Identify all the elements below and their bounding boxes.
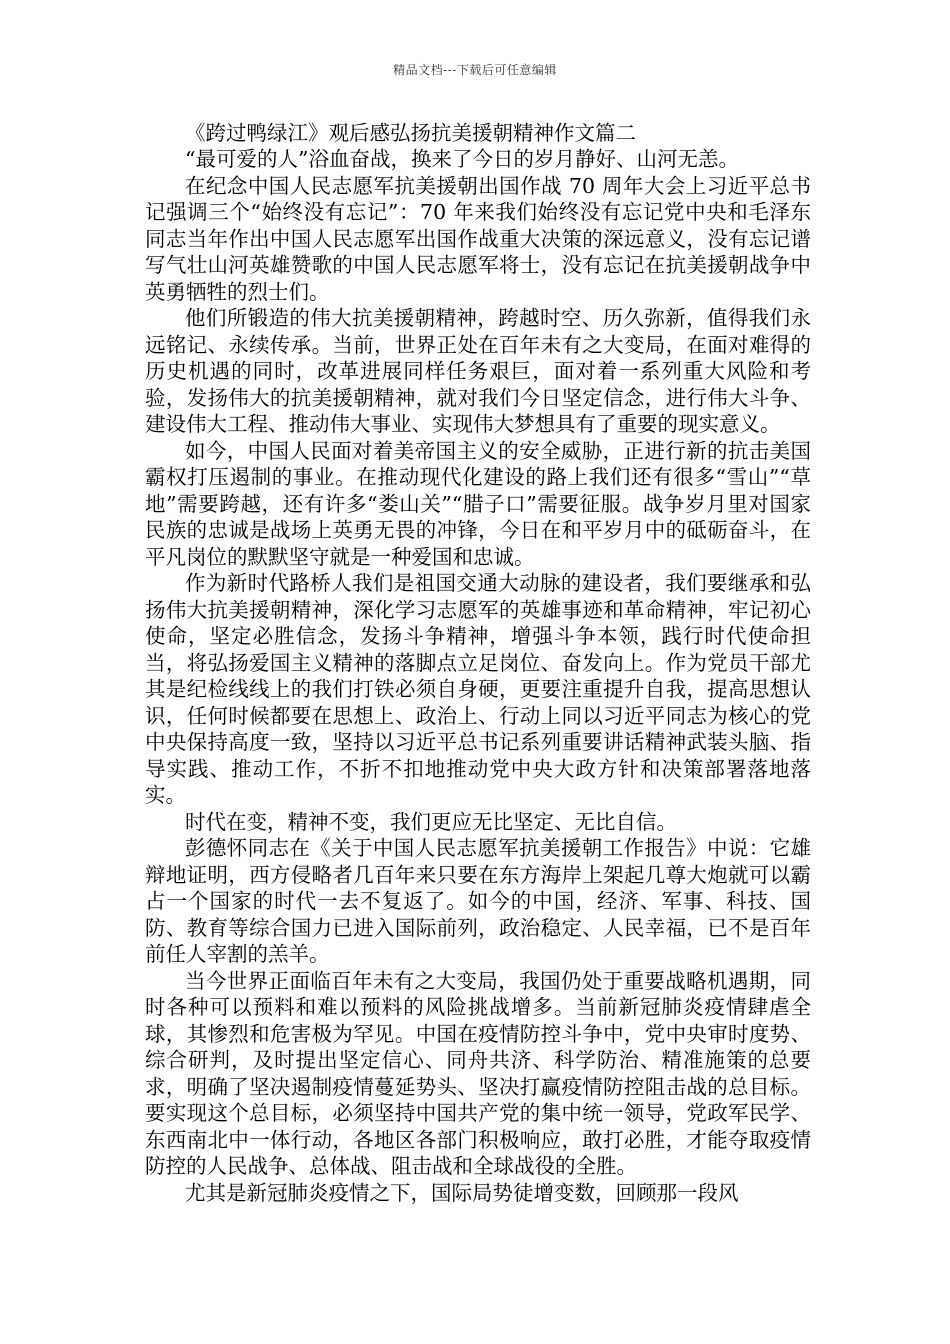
document-title: 《跨过鸭绿江》观后感弘扬抗美援朝精神作文篇二 [185,121,636,145]
document-body [145,120,811,1206]
paragraph: 作为新时代路桥人我们是祖国交通大动脉的建设者，我们要继承和弘扬伟大抗美援朝精神，深化学习志愿军的英雄事迹和革命精神，牢记初心使命，坚定必胜信念，发扬斗争精神，增强斗争本领，践行时代使命担当，将弘扬爱国主义精神的落脚点立足岗位、奋发向上。作为党员干部尤其是纪检线线上的我们打铁必须自身硬，更要注重提升自我，提高思想认识，任何时候都要在思想上、政治上、行动上同以习近平同志为核心的党中央保持高度一致，坚持以习近平总书记系列重要讲话精神武装头脑、指导实践、推动工作，不折不扣地推动党中央大政方针和决策部署落地落实。 [145,571,811,807]
header-note: 精品文档---下载后可任意编辑 [393,63,557,77]
paragraph: 如今，中国人民面对着美帝国主义的安全威胁，正进行新的抗击美国霸权打压遏制的事业。在推动现代化建设的路上我们还有很多“雪山”“草地”需要跨越，还有许多“娄山关”“腊子口”需要征服。战争岁月里对国家民族的忠诚是战场上英勇无畏的冲锋，今日在和平岁月中的砥砺奋斗，在平凡岗位的默默坚守就是一种爱国和忠诚。 [145,438,811,569]
paragraph: 时代在变，精神不变，我们更应无比坚定、无比自信。 [185,809,677,834]
paragraph: “最可爱的人”浴血奋战，换来了今日的岁月静好、山河无恙。 [185,147,739,171]
paragraph: 在纪念中国人民志愿军抗美援朝出国作战 70 周年大会上习近平总书记强调三个“始终没有忘记”：70 年来我们始终没有忘记党中央和毛泽东同志当年作出中国人民志愿军出国作战重大决策的深远意义，没有忘记谱写气壮山河英雄赞歌的中国人民志愿军将士，没有忘记在抗美援朝战争中英勇牺牲的烈士们。 [145,173,811,304]
paragraph: 当今世界正面临百年未有之大变局，我国仍处于重要战略机遇期，同时各种可以预料和难以预料的风险挑战增多。当前新冠肺炎疫情肆虐全球，其惨烈和危害极为罕见。中国在疫情防控斗争中，党中央审时度势、综合研判，及时提出坚定信心、同舟共济、科学防治、精准施策的总要求，明确了坚决遏制疫情蔓延势头、坚决打赢疫情防控阻击战的总目标。要实现这个总目标，必须坚持中国共产党的集中统一领导，党政军民学、东西南北中一体行动，各地区各部门积极响应，敢打必胜，才能夺取疫情防控的人民战争、总体战、阻击战和全球战役的全胜。 [145,968,811,1178]
paragraph: 彭德怀同志在《关于中国人民志愿军抗美援朝工作报告》中说：它雄辩地证明，西方侵略者几百年来只要在东方海岸上架起几尊大炮就可以霸占一个国家的时代一去不复返了。如今的中国，经济、军事、科技、国防、教育等综合国力已进入国际前列，政治稳定、人民幸福，已不是百年前任人宰割的羔羊。 [145,836,811,966]
paragraph: 他们所锻造的伟大抗美援朝精神，跨越时空、历久弥新，值得我们永远铭记、永续传承。当前，世界正处在百年未有之大变局，在面对难得的历史机遇的同时，改革进展同样任务艰巨，面对着一系列重大风险和考验，发扬伟大的抗美援朝精神，就对我们今日坚定信念，进行伟大斗争、建设伟大工程、推动伟大事业、实现伟大梦想具有了重要的现实意义。 [145,306,811,436]
paragraph: 尤其是新冠肺炎疫情之下，国际局势徒增变数，回顾那一段风 [185,1180,739,1205]
